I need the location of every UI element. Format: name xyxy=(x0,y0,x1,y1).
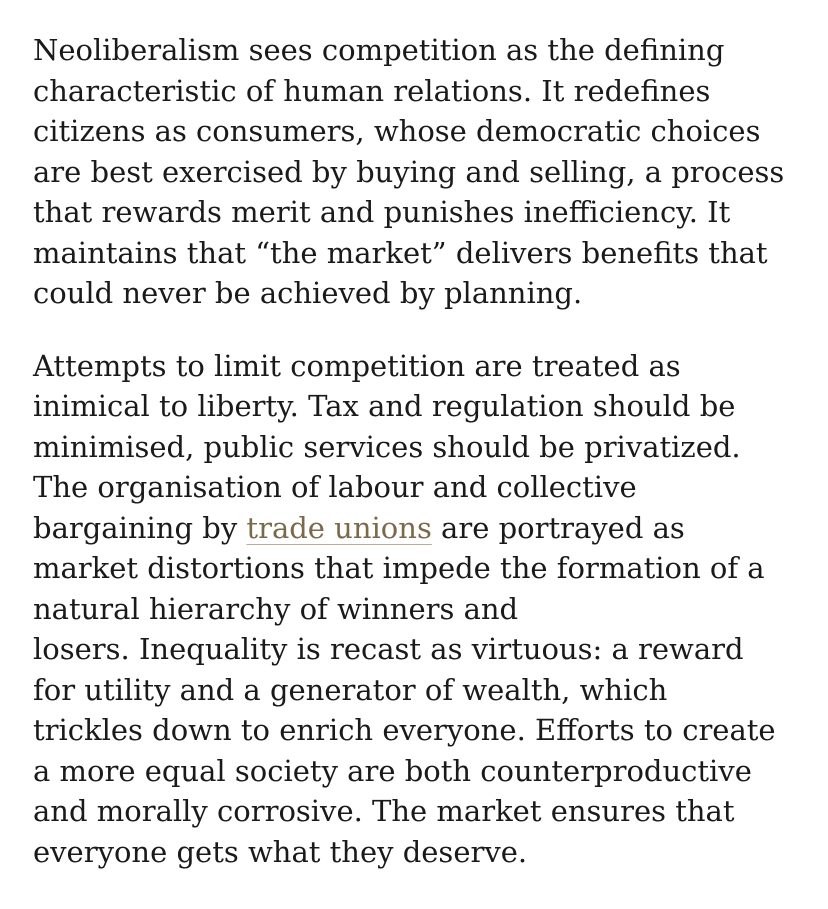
text-line: everyone gets what they deserve. xyxy=(33,834,528,869)
text-line: and morally corrosive. The market ensures that xyxy=(33,794,735,828)
paragraph-1 xyxy=(33,30,823,314)
text-line: The organisation of labour and collective xyxy=(33,470,637,504)
text-line: could never be achieved by planning. xyxy=(33,276,583,310)
text-line: inimical to liberty. Tax and regulation should be xyxy=(33,389,736,423)
text-line: citizens as consumers, whose democratic choices xyxy=(33,114,761,148)
text-line: maintains that “the market” delivers benefits that xyxy=(33,235,768,270)
text-line: trickles down to enrich everyone. Efforts to create xyxy=(33,713,776,747)
text-line: minimised, public services should be privatized. xyxy=(33,429,741,464)
text-line: market distortions that impede the formation of a xyxy=(33,551,765,585)
link-line-prefix: bargaining by xyxy=(33,510,247,545)
article-body xyxy=(33,30,823,872)
paragraph-2 xyxy=(33,346,823,873)
text-line: a more equal society are both counterproductive xyxy=(33,753,752,788)
text-line-with-link xyxy=(33,508,823,549)
trade-unions-link[interactable]: trade unions xyxy=(246,510,432,545)
link-line-suffix: are portrayed as xyxy=(431,510,685,545)
text-line: losers. Inequality is recast as virtuous: a reward xyxy=(33,632,744,666)
text-line: are best exercised by buying and selling, a process xyxy=(33,154,785,189)
text-line: that rewards merit and punishes inefficiency. It xyxy=(33,195,731,229)
text-line: Neoliberalism sees competition as the defining xyxy=(33,33,725,67)
text-line: characteristic of human relations. It redefines xyxy=(33,73,711,108)
text-line: Attempts to limit competition are treated as xyxy=(33,348,681,383)
text-line: for utility and a generator of wealth, which xyxy=(33,672,668,707)
text-line: natural hierarchy of winners and xyxy=(33,591,519,626)
